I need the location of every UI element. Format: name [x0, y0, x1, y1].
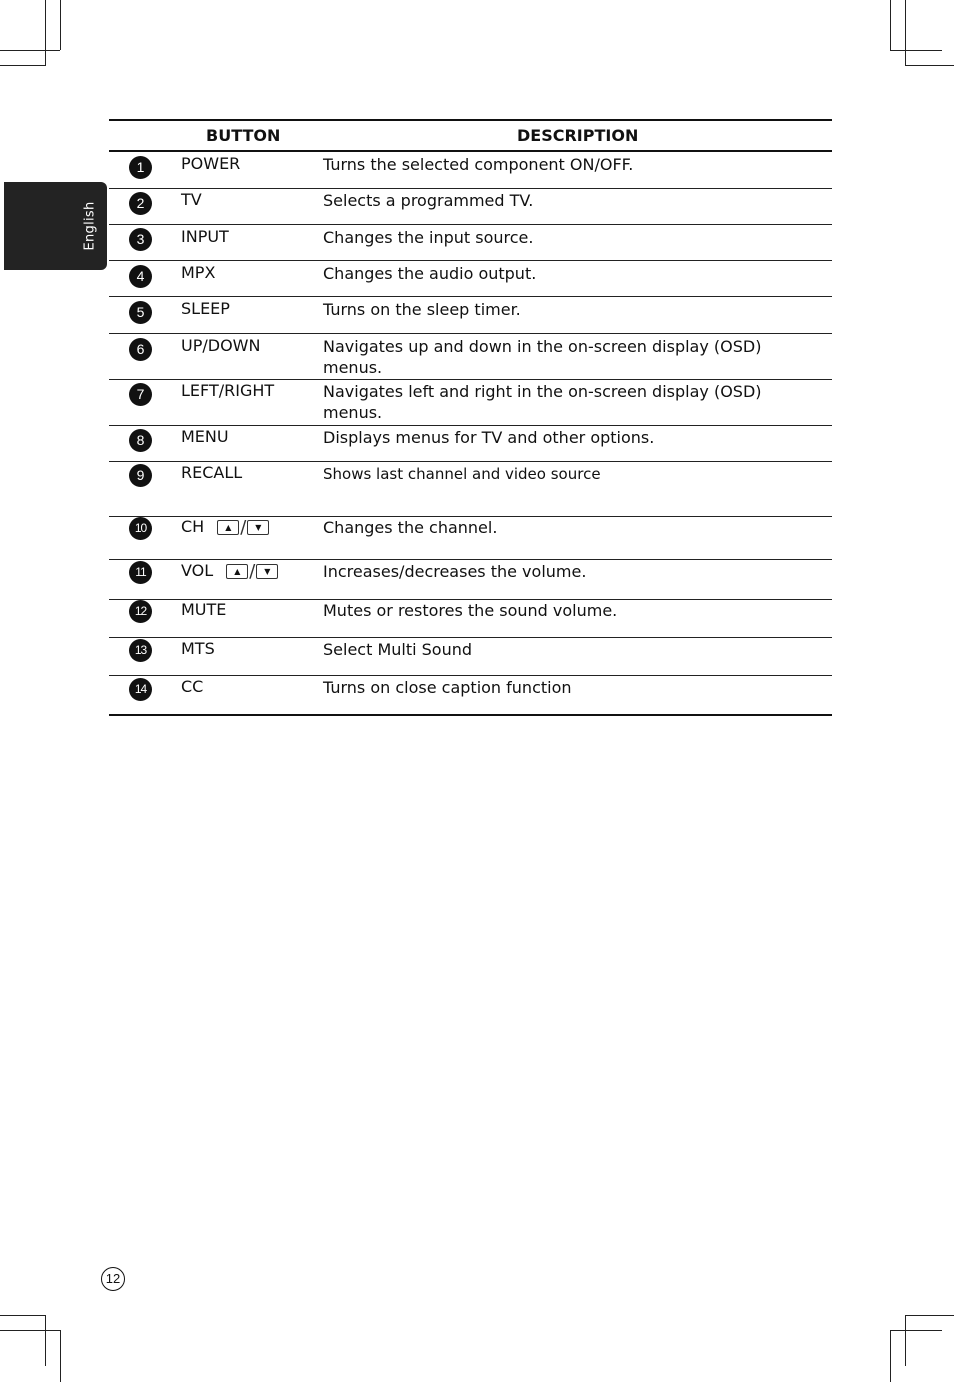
table-row: [109, 260, 832, 297]
table-bottom-rule: [109, 714, 832, 716]
table-row: [109, 379, 832, 426]
button-description: Navigates left and right in the on-screen display (OSD) menus.: [323, 382, 762, 422]
number-badge: 8: [129, 429, 152, 452]
table-row: [109, 152, 832, 189]
button-name: [181, 561, 278, 582]
button-description: Increases/decreases the volume.: [323, 562, 587, 581]
button-description: Shows last channel and video source: [323, 465, 601, 483]
column-header-button: BUTTON: [206, 126, 281, 145]
crop-mark: [905, 65, 954, 66]
button-name: [181, 517, 269, 538]
page-number: 12: [101, 1267, 125, 1291]
number-badge: 2: [129, 192, 152, 215]
table-row: [109, 516, 832, 560]
button-description: Mutes or restores the sound volume.: [323, 601, 618, 620]
number-badge: 10: [129, 517, 152, 540]
crop-mark: [45, 0, 46, 66]
language-tab-label: English: [82, 201, 98, 251]
table-row: [109, 188, 832, 225]
crop-mark: [905, 0, 906, 66]
up-arrow-icon: ▲: [217, 520, 239, 535]
crop-mark: [60, 1330, 61, 1382]
number-badge: 12: [129, 600, 152, 623]
button-description: Turns on the sleep timer.: [323, 300, 521, 319]
crop-mark: [890, 50, 942, 51]
crop-mark: [905, 1315, 954, 1316]
crop-mark: [45, 1316, 46, 1366]
crop-mark: [890, 0, 891, 50]
button-description: Select Multi Sound: [323, 640, 473, 659]
button-description: Turns the selected component ON/OFF.: [323, 155, 634, 174]
table-top-rule: [109, 119, 832, 121]
crop-mark: [890, 1330, 942, 1331]
button-name: CC: [181, 677, 204, 696]
table-row: [109, 675, 832, 716]
button-description: Displays menus for TV and other options.: [323, 428, 655, 447]
button-description: Changes the channel.: [323, 518, 498, 537]
table-row: [109, 425, 832, 462]
crop-mark: [0, 1315, 46, 1316]
button-name: LEFT/RIGHT: [181, 381, 275, 400]
down-arrow-icon: ▼: [256, 564, 278, 579]
button-name: SLEEP: [181, 299, 230, 318]
number-badge: 5: [129, 301, 152, 324]
button-name: MUTE: [181, 600, 227, 619]
button-name: RECALL: [181, 463, 243, 482]
button-description: Selects a programmed TV.: [323, 191, 534, 210]
crop-mark: [890, 1330, 891, 1382]
crop-mark: [0, 50, 60, 51]
button-description: Turns on close caption function: [323, 678, 572, 697]
button-name: UP/DOWN: [181, 336, 261, 355]
number-badge: 9: [129, 464, 152, 487]
crop-mark: [0, 65, 46, 66]
slash-separator: /: [240, 517, 247, 538]
table-row: [109, 599, 832, 638]
crop-mark: [0, 1330, 60, 1331]
table-row: [109, 637, 832, 676]
number-badge: 6: [129, 338, 152, 361]
down-arrow-icon: ▼: [247, 520, 269, 535]
button-name: TV: [181, 190, 202, 209]
table-row: [109, 461, 832, 517]
button-description: Changes the input source.: [323, 228, 534, 247]
up-arrow-icon: ▲: [226, 564, 248, 579]
crop-mark: [905, 1316, 906, 1366]
language-tab-label-wrap: [4, 182, 107, 270]
channel-arrows: [217, 517, 269, 538]
table-row: [109, 224, 832, 261]
table-row: [109, 296, 832, 334]
number-badge: 13: [129, 639, 152, 662]
table-row: [109, 559, 832, 600]
number-badge: 1: [129, 156, 152, 179]
button-label: CH: [181, 517, 205, 536]
number-badge: 3: [129, 228, 152, 251]
number-badge: 11: [129, 561, 152, 584]
button-name: MENU: [181, 427, 229, 446]
volume-arrows: [226, 561, 278, 582]
button-name: INPUT: [181, 227, 229, 246]
button-description: Navigates up and down in the on-screen display (OSD) menus.: [323, 337, 762, 377]
number-badge: 4: [129, 265, 152, 288]
button-name: MPX: [181, 263, 216, 282]
slash-separator: /: [249, 561, 256, 582]
button-name: POWER: [181, 154, 241, 173]
button-label: VOL: [181, 561, 214, 580]
button-description: Changes the audio output.: [323, 264, 537, 283]
button-name: MTS: [181, 639, 215, 658]
column-header-description: DESCRIPTION: [517, 126, 639, 145]
number-badge: 7: [129, 383, 152, 406]
number-badge: 14: [129, 678, 152, 701]
table-row: [109, 333, 832, 380]
crop-mark: [60, 0, 61, 50]
